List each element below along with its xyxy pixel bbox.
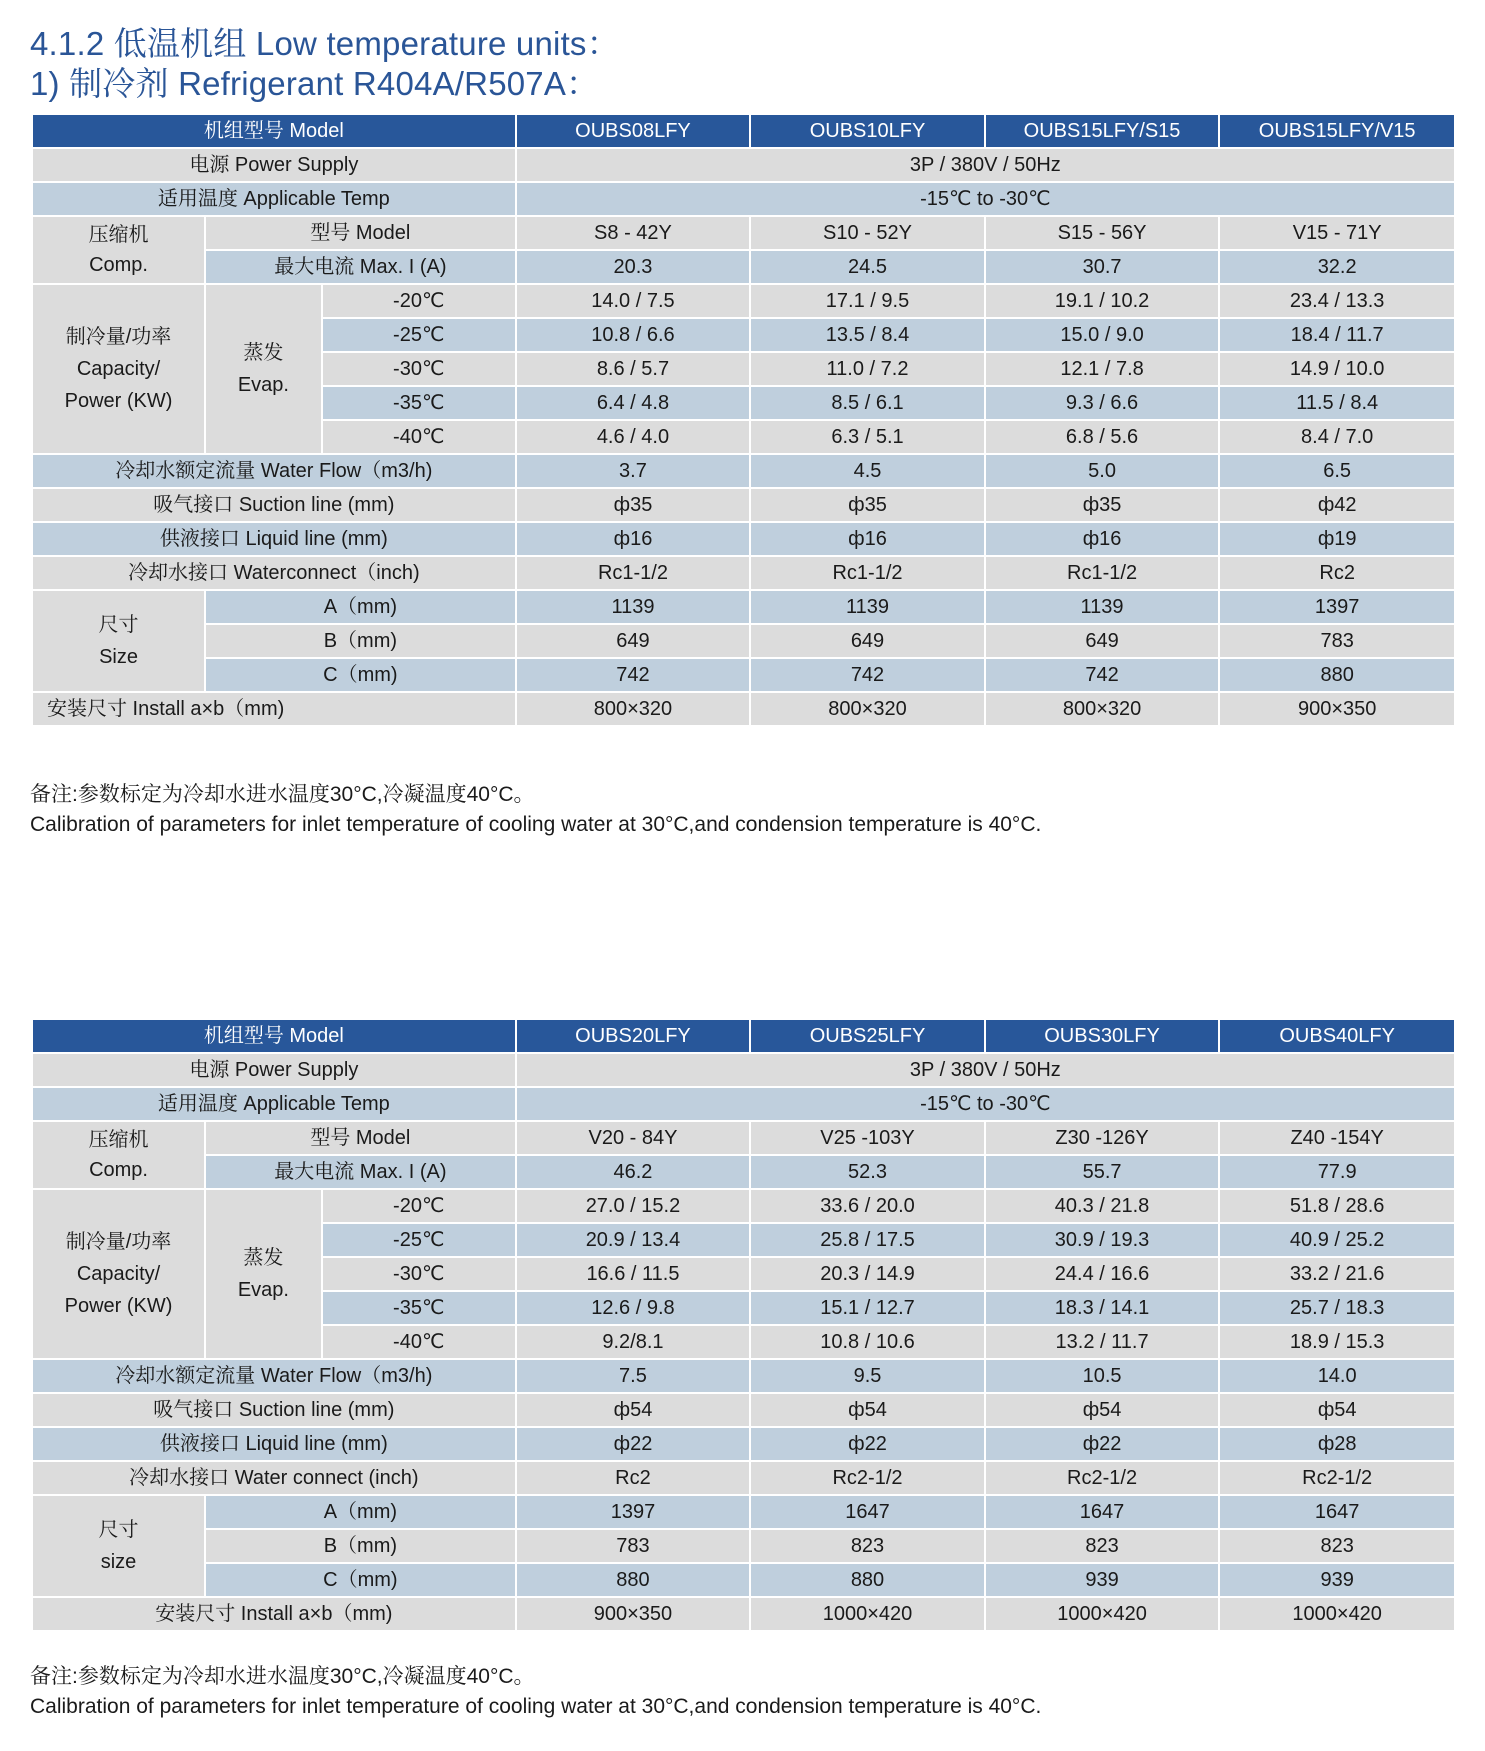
applicable-temp-value: -15℃ to -30℃ xyxy=(516,182,1455,216)
capacity-value: 33.2 / 21.6 xyxy=(1219,1257,1455,1291)
size-c-value: 939 xyxy=(985,1563,1220,1597)
capacity-value: 18.3 / 14.1 xyxy=(985,1291,1220,1325)
suction-line-label: 吸气接口 Suction line (mm) xyxy=(32,488,516,522)
model-name: OUBS20LFY xyxy=(516,1019,751,1053)
capacity-value: 15.0 / 9.0 xyxy=(985,318,1220,352)
comp-model-value: V20 - 84Y xyxy=(516,1121,751,1155)
capacity-label xyxy=(32,284,205,454)
table-row xyxy=(32,658,1455,692)
liquid-line-value: ф19 xyxy=(1219,522,1455,556)
max-current-value: 55.7 xyxy=(985,1155,1220,1189)
size-label-cn: 尺寸 xyxy=(98,614,139,636)
max-current-value: 52.3 xyxy=(750,1155,985,1189)
suction-line-value: ф35 xyxy=(516,488,751,522)
capacity-value: 25.8 / 17.5 xyxy=(750,1223,985,1257)
liquid-line-value: ф16 xyxy=(750,522,985,556)
install-value: 800×320 xyxy=(985,692,1220,726)
size-b-label: B（mm) xyxy=(205,1529,516,1563)
capacity-value: 19.1 / 10.2 xyxy=(985,284,1220,318)
capacity-value: 33.6 / 20.0 xyxy=(750,1189,985,1223)
compressor-label-cn: 压缩机 xyxy=(88,1129,149,1151)
model-name: OUBS30LFY xyxy=(985,1019,1220,1053)
size-a-value: 1647 xyxy=(750,1495,985,1529)
max-current-value: 46.2 xyxy=(516,1155,751,1189)
size-a-value: 1139 xyxy=(985,590,1220,624)
water-connect-value: Rc1-1/2 xyxy=(516,556,751,590)
comp-model-value: V15 - 71Y xyxy=(1219,216,1455,250)
install-value: 900×350 xyxy=(516,1597,751,1631)
capacity-value: 10.8 / 10.6 xyxy=(750,1325,985,1359)
size-a-value: 1139 xyxy=(750,590,985,624)
install-value: 800×320 xyxy=(516,692,751,726)
evap-temp: -40℃ xyxy=(322,420,516,454)
table-row xyxy=(32,1087,1455,1121)
capacity-value: 9.2/8.1 xyxy=(516,1325,751,1359)
water-connect-label: 冷却水接口 Water connect (inch) xyxy=(32,1461,516,1495)
capacity-value: 24.4 / 16.6 xyxy=(985,1257,1220,1291)
size-c-value: 939 xyxy=(1219,1563,1455,1597)
evap-temp: -30℃ xyxy=(322,1257,516,1291)
note-cn: 备注:参数标定为冷却水进水温度30°C,冷凝温度40°C。 xyxy=(30,783,535,806)
capacity-value: 20.9 / 13.4 xyxy=(516,1223,751,1257)
evap-temp: -25℃ xyxy=(322,318,516,352)
size-c-value: 742 xyxy=(516,658,751,692)
capacity-label-en: Capacity/ xyxy=(76,1263,161,1285)
suction-line-value: ф42 xyxy=(1219,488,1455,522)
install-label: 安装尺寸 Install a×b（mm) xyxy=(32,1597,516,1631)
capacity-label-en: Capacity/ xyxy=(76,358,161,380)
model-name: OUBS40LFY xyxy=(1219,1019,1455,1053)
model-name: OUBS25LFY xyxy=(750,1019,985,1053)
table-row xyxy=(32,692,1455,726)
size-a-value: 1397 xyxy=(516,1495,751,1529)
capacity-value: 40.9 / 25.2 xyxy=(1219,1223,1455,1257)
suction-line-value: ф35 xyxy=(750,488,985,522)
table-row xyxy=(32,1529,1455,1563)
liquid-line-value: ф22 xyxy=(750,1427,985,1461)
capacity-value: 14.9 / 10.0 xyxy=(1219,352,1455,386)
capacity-value: 6.8 / 5.6 xyxy=(985,420,1220,454)
capacity-label xyxy=(32,1189,205,1359)
power-supply-value: 3P / 380V / 50Hz xyxy=(516,148,1455,182)
table-row xyxy=(32,1393,1455,1427)
size-c-label: C（mm) xyxy=(205,658,516,692)
evap-temp: -20℃ xyxy=(322,1189,516,1223)
size-b-value: 823 xyxy=(985,1529,1220,1563)
size-b-value: 783 xyxy=(1219,624,1455,658)
water-flow-value: 14.0 xyxy=(1219,1359,1455,1393)
water-connect-value: Rc2-1/2 xyxy=(750,1461,985,1495)
table-row xyxy=(32,624,1455,658)
header-row xyxy=(32,1019,1455,1053)
comp-model-label: 型号 Model xyxy=(205,1121,516,1155)
size-b-value: 823 xyxy=(750,1529,985,1563)
capacity-value: 12.6 / 9.8 xyxy=(516,1291,751,1325)
model-name: OUBS15LFY/S15 xyxy=(985,114,1220,148)
refrigerant-heading: 1) 制冷剂 Refrigerant R404A/R507A： xyxy=(30,65,600,102)
table-row xyxy=(32,556,1455,590)
evap-temp: -40℃ xyxy=(322,1325,516,1359)
capacity-label-cn: 制冷量/功率 xyxy=(65,1231,172,1253)
size-a-value: 1139 xyxy=(516,590,751,624)
size-c-value: 880 xyxy=(750,1563,985,1597)
comp-model-value: S15 - 56Y xyxy=(985,216,1220,250)
install-value: 1000×420 xyxy=(1219,1597,1455,1631)
size-label xyxy=(32,1495,205,1597)
size-c-label: C（mm) xyxy=(205,1563,516,1597)
evap-label-en: Evap. xyxy=(237,1279,289,1301)
table-row xyxy=(32,250,1455,284)
table-row xyxy=(32,1427,1455,1461)
max-current-value: 77.9 xyxy=(1219,1155,1455,1189)
table-row xyxy=(32,1495,1455,1529)
water-connect-value: Rc2 xyxy=(1219,556,1455,590)
capacity-value: 14.0 / 7.5 xyxy=(516,284,751,318)
size-b-value: 783 xyxy=(516,1529,751,1563)
water-flow-value: 9.5 xyxy=(750,1359,985,1393)
capacity-value: 6.3 / 5.1 xyxy=(750,420,985,454)
compressor-label-cn: 压缩机 xyxy=(88,224,149,246)
capacity-label-unit: Power (KW) xyxy=(64,1295,173,1317)
capacity-value: 4.6 / 4.0 xyxy=(516,420,751,454)
evap-label-en: Evap. xyxy=(237,374,289,396)
size-c-value: 742 xyxy=(750,658,985,692)
comp-model-label: 型号 Model xyxy=(205,216,516,250)
table-row xyxy=(32,1563,1455,1597)
applicable-temp-label: 适用温度 Applicable Temp xyxy=(32,1087,516,1121)
water-flow-value: 7.5 xyxy=(516,1359,751,1393)
water-flow-label: 冷却水额定流量 Water Flow（m3/h) xyxy=(32,1359,516,1393)
table-row xyxy=(32,216,1455,250)
table-row xyxy=(32,182,1455,216)
water-connect-value: Rc1-1/2 xyxy=(985,556,1220,590)
water-connect-value: Rc1-1/2 xyxy=(750,556,985,590)
evap-temp: -20℃ xyxy=(322,284,516,318)
evap-label xyxy=(205,1189,322,1359)
size-label xyxy=(32,590,205,692)
size-a-value: 1647 xyxy=(985,1495,1220,1529)
table-row xyxy=(32,1155,1455,1189)
compressor-label-en: Comp. xyxy=(89,1159,148,1181)
water-flow-value: 3.7 xyxy=(516,454,751,488)
table-row xyxy=(32,1189,1455,1223)
suction-line-value: ф54 xyxy=(516,1393,751,1427)
max-current-label: 最大电流 Max. I (A) xyxy=(205,1155,516,1189)
install-value: 800×320 xyxy=(750,692,985,726)
install-value: 900×350 xyxy=(1219,692,1455,726)
size-a-label: A（mm) xyxy=(205,1495,516,1529)
compressor-label xyxy=(32,216,205,284)
liquid-line-value: ф16 xyxy=(516,522,751,556)
table-row xyxy=(32,488,1455,522)
table-row xyxy=(32,590,1455,624)
table-row xyxy=(32,148,1455,182)
max-current-value: 30.7 xyxy=(985,250,1220,284)
liquid-line-label: 供液接口 Liquid line (mm) xyxy=(32,522,516,556)
capacity-value: 16.6 / 11.5 xyxy=(516,1257,751,1291)
comp-model-value: S10 - 52Y xyxy=(750,216,985,250)
capacity-value: 8.4 / 7.0 xyxy=(1219,420,1455,454)
size-b-value: 823 xyxy=(1219,1529,1455,1563)
size-label-en: size xyxy=(100,1551,137,1573)
water-connect-value: Rc2-1/2 xyxy=(1219,1461,1455,1495)
liquid-line-value: ф22 xyxy=(516,1427,751,1461)
power-supply-label: 电源 Power Supply xyxy=(32,1053,516,1087)
evap-temp: -25℃ xyxy=(322,1223,516,1257)
spec-table xyxy=(31,1018,1456,1632)
table-row xyxy=(32,1597,1455,1631)
size-b-value: 649 xyxy=(750,624,985,658)
capacity-value: 23.4 / 13.3 xyxy=(1219,284,1455,318)
capacity-value: 18.9 / 15.3 xyxy=(1219,1325,1455,1359)
max-current-value: 32.2 xyxy=(1219,250,1455,284)
comp-model-value: Z30 -126Y xyxy=(985,1121,1220,1155)
power-supply-label: 电源 Power Supply xyxy=(32,148,516,182)
size-label-cn: 尺寸 xyxy=(98,1519,139,1541)
table-row xyxy=(32,522,1455,556)
compressor-label xyxy=(32,1121,205,1189)
model-label: 机组型号 Model xyxy=(32,114,516,148)
table-row xyxy=(32,1121,1455,1155)
spec-table xyxy=(31,113,1456,727)
liquid-line-label: 供液接口 Liquid line (mm) xyxy=(32,1427,516,1461)
water-flow-value: 4.5 xyxy=(750,454,985,488)
capacity-value: 13.5 / 8.4 xyxy=(750,318,985,352)
size-c-value: 880 xyxy=(1219,658,1455,692)
compressor-label-en: Comp. xyxy=(89,254,148,276)
capacity-label-cn: 制冷量/功率 xyxy=(65,326,172,348)
water-connect-value: Rc2-1/2 xyxy=(985,1461,1220,1495)
water-flow-value: 6.5 xyxy=(1219,454,1455,488)
max-current-label: 最大电流 Max. I (A) xyxy=(205,250,516,284)
max-current-value: 24.5 xyxy=(750,250,985,284)
evap-label-cn: 蒸发 xyxy=(243,342,284,364)
liquid-line-value: ф16 xyxy=(985,522,1220,556)
size-b-value: 649 xyxy=(985,624,1220,658)
evap-label xyxy=(205,284,322,454)
water-connect-value: Rc2 xyxy=(516,1461,751,1495)
applicable-temp-value: -15℃ to -30℃ xyxy=(516,1087,1455,1121)
capacity-value: 12.1 / 7.8 xyxy=(985,352,1220,386)
note-cn: 备注:参数标定为冷却水进水温度30°C,冷凝温度40°C。 xyxy=(30,1665,535,1688)
size-c-value: 880 xyxy=(516,1563,751,1597)
calibration-note xyxy=(30,1662,1041,1722)
size-a-label: A（mm) xyxy=(205,590,516,624)
capacity-value: 13.2 / 11.7 xyxy=(985,1325,1220,1359)
table-row xyxy=(32,1461,1455,1495)
capacity-value: 10.8 / 6.6 xyxy=(516,318,751,352)
comp-model-value: V25 -103Y xyxy=(750,1121,985,1155)
model-label: 机组型号 Model xyxy=(32,1019,516,1053)
water-connect-label: 冷却水接口 Waterconnect（inch) xyxy=(32,556,516,590)
calibration-note xyxy=(30,780,1041,840)
model-name: OUBS08LFY xyxy=(516,114,751,148)
suction-line-value: ф54 xyxy=(985,1393,1220,1427)
applicable-temp-label: 适用温度 Applicable Temp xyxy=(32,182,516,216)
size-c-value: 742 xyxy=(985,658,1220,692)
install-value: 1000×420 xyxy=(985,1597,1220,1631)
install-value: 1000×420 xyxy=(750,1597,985,1631)
evap-temp: -30℃ xyxy=(322,352,516,386)
table-row xyxy=(32,284,1455,318)
capacity-value: 8.5 / 6.1 xyxy=(750,386,985,420)
table-row xyxy=(32,454,1455,488)
capacity-value: 8.6 / 5.7 xyxy=(516,352,751,386)
note-en: Calibration of parameters for inlet temperature of cooling water at 30°C,and condension temperature is 40°C. xyxy=(30,1695,1042,1718)
note-en: Calibration of parameters for inlet temperature of cooling water at 30°C,and condension temperature is 40°C. xyxy=(30,813,1042,836)
size-label-en: Size xyxy=(99,646,138,668)
evap-temp: -35℃ xyxy=(322,386,516,420)
size-a-value: 1647 xyxy=(1219,1495,1455,1529)
capacity-value: 27.0 / 15.2 xyxy=(516,1189,751,1223)
header-row xyxy=(32,114,1455,148)
liquid-line-value: ф22 xyxy=(985,1427,1220,1461)
capacity-value: 11.5 / 8.4 xyxy=(1219,386,1455,420)
water-flow-label: 冷却水额定流量 Water Flow（m3/h) xyxy=(32,454,516,488)
power-supply-value: 3P / 380V / 50Hz xyxy=(516,1053,1455,1087)
table-row xyxy=(32,1359,1455,1393)
suction-line-value: ф54 xyxy=(750,1393,985,1427)
capacity-value: 6.4 / 4.8 xyxy=(516,386,751,420)
suction-line-label: 吸气接口 Suction line (mm) xyxy=(32,1393,516,1427)
size-b-value: 649 xyxy=(516,624,751,658)
comp-model-value: Z40 -154Y xyxy=(1219,1121,1455,1155)
capacity-value: 9.3 / 6.6 xyxy=(985,386,1220,420)
comp-model-value: S8 - 42Y xyxy=(516,216,751,250)
capacity-value: 30.9 / 19.3 xyxy=(985,1223,1220,1257)
capacity-value: 40.3 / 21.8 xyxy=(985,1189,1220,1223)
evap-label-cn: 蒸发 xyxy=(243,1247,284,1269)
section-heading: 4.1.2 低温机组 Low temperature units： xyxy=(30,25,620,62)
capacity-value: 25.7 / 18.3 xyxy=(1219,1291,1455,1325)
size-a-value: 1397 xyxy=(1219,590,1455,624)
table-row xyxy=(32,1053,1455,1087)
water-flow-value: 10.5 xyxy=(985,1359,1220,1393)
liquid-line-value: ф28 xyxy=(1219,1427,1455,1461)
capacity-value: 15.1 / 12.7 xyxy=(750,1291,985,1325)
model-name: OUBS10LFY xyxy=(750,114,985,148)
water-flow-value: 5.0 xyxy=(985,454,1220,488)
capacity-value: 18.4 / 11.7 xyxy=(1219,318,1455,352)
install-label: 安装尺寸 Install a×b（mm) xyxy=(32,692,516,726)
model-name: OUBS15LFY/V15 xyxy=(1219,114,1455,148)
capacity-value: 17.1 / 9.5 xyxy=(750,284,985,318)
capacity-label-unit: Power (KW) xyxy=(64,390,173,412)
size-b-label: B（mm) xyxy=(205,624,516,658)
evap-temp: -35℃ xyxy=(322,1291,516,1325)
capacity-value: 51.8 / 28.6 xyxy=(1219,1189,1455,1223)
suction-line-value: ф54 xyxy=(1219,1393,1455,1427)
capacity-value: 11.0 / 7.2 xyxy=(750,352,985,386)
capacity-value: 20.3 / 14.9 xyxy=(750,1257,985,1291)
suction-line-value: ф35 xyxy=(985,488,1220,522)
max-current-value: 20.3 xyxy=(516,250,751,284)
